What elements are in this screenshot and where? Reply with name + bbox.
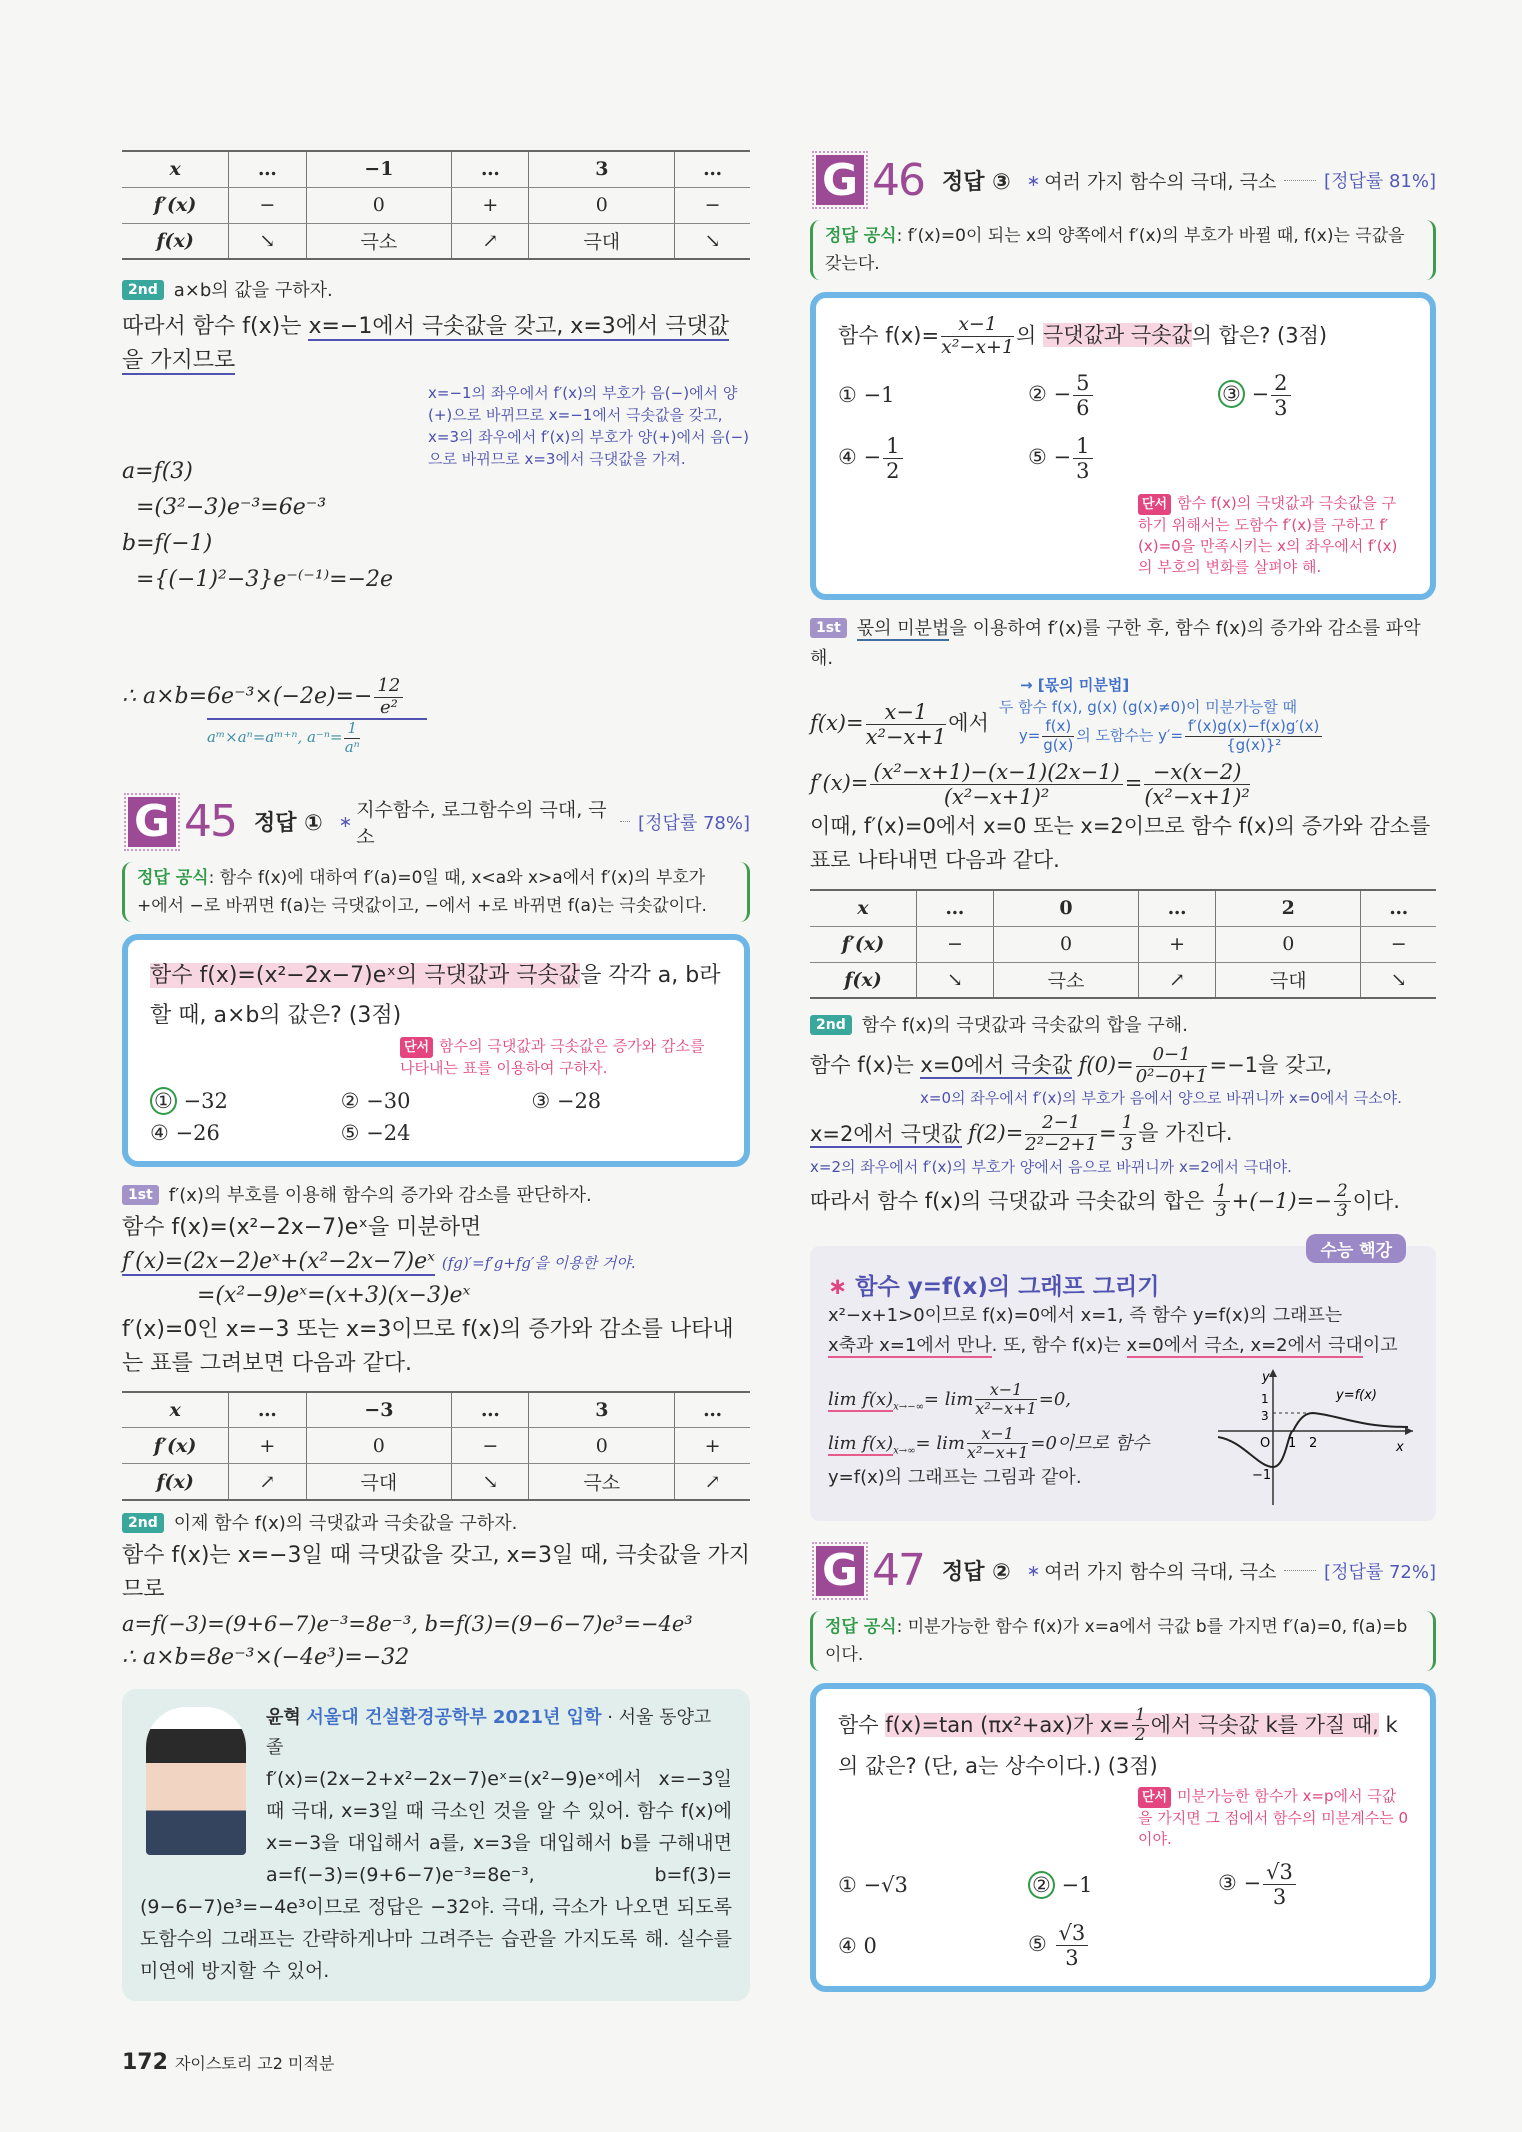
- table-row: [122, 187, 750, 223]
- table-cell: −3: [306, 1392, 452, 1428]
- side-note: x=−1의 좌우에서 f′(x)의 부호가 음(−)에서 양(+)으로 바뀌므로 x=−1에서 극솟값을 갖고, x=3의 좌우에서 f′(x)의 부호가 양(+)에서 음(−)으로 바뀌므로 x=3에서 극댓값을 가져.: [428, 384, 750, 468]
- text: ∴ a×b=8e⁻³×(−4e³)=−32: [122, 1644, 410, 1670]
- table-cell: ↘: [452, 1464, 529, 1500]
- highlight-text: 함수 f(x)=(x²−2x−7)eˣ의 극댓값과 극솟값: [150, 962, 581, 988]
- star-icon: ∗: [1026, 1561, 1041, 1581]
- underlined-text: 몫의 미분법: [856, 618, 950, 640]
- option-2[interactable]: ② −1: [1028, 1873, 1218, 1897]
- derivative: f′(x)= $\frac{\text{(x²−x+1)−(x−1)(2x−1)}}{\text{(x²−x+1)²}}$ = $\frac{-x(x-2)}{\text{(x²−x+1)²}}$: [810, 759, 1250, 809]
- g45-header: [122, 792, 750, 852]
- option-5[interactable]: ⑤ $\frac{√3}{3}$: [1028, 1921, 1218, 1970]
- option-1[interactable]: ① −√3: [838, 1872, 908, 1897]
- text: x²−x+1>0이므로 f(x)=0에서 x=1, 즉 함수 y=f(x)의 그래프는: [828, 1304, 1343, 1326]
- equations: a=f(3) =(3²−3)e⁻³=6e⁻³ b=f(−1) ={(−1)²−3}e⁻⁽⁻¹⁾=−2e: [122, 459, 394, 592]
- g47-formula: 정답 공식: 미분가능한 함수 f(x)가 x=a에서 극값 b를 가지면 f′(a)=0, f(a)=b이다.: [810, 1611, 1436, 1671]
- side-note: (fg)′=f′g+fg′을 이용한 거야.: [441, 1253, 636, 1272]
- variation-table: [122, 1391, 750, 1501]
- step-badge: 2nd: [122, 1513, 164, 1533]
- highlight-text: 극댓값과 극솟값: [1043, 323, 1192, 348]
- g-badge: G: [128, 797, 176, 847]
- g-badge: G: [816, 1546, 864, 1596]
- table-cell: −: [229, 187, 306, 223]
- table-cell: ↘: [916, 962, 993, 998]
- table-row: [122, 1464, 750, 1500]
- table-cell: 극소: [306, 223, 452, 259]
- option-1[interactable]: ① −1: [838, 383, 895, 408]
- table-cell: ↗: [229, 1464, 306, 1500]
- star-icon: ∗: [1026, 170, 1041, 190]
- options: [838, 1860, 1408, 1971]
- step-title: 을 이용하여 f′(x)를 구한 후, 함수 f(x)의 증가와 감소를 파악해.: [810, 618, 1421, 670]
- table-row: [810, 962, 1436, 998]
- accuracy-rate: [정답률 81%]: [1324, 171, 1436, 192]
- table-cell: …: [1361, 890, 1436, 926]
- g46-solution: [810, 614, 1436, 1222]
- tip-title: 함수 y=f(x)의 그래프 그리기: [855, 1273, 1160, 1300]
- text: 이때, f′(x)=0에서 x=0 또는 x=2이므로 함수 f(x)의 증가와 감소를 표로 나타내면 다음과 같다.: [810, 814, 1431, 873]
- conclusion: 따라서 함수 f(x)의 극댓값과 극솟값의 합은 $\frac{1}{3}$ +(−1)=− $\frac{2}{3}$ 이다.: [810, 1180, 1400, 1222]
- clue: 단서 함수 f(x)의 극댓값과 극솟값을 구하기 위해서는 도함수 f′(x)를 구하고 f′(x)=0을 만족시키는 x의 좌우에서 f′(x)의 부호의 변화를 살펴야 해.: [1138, 494, 1398, 577]
- variation-table: [810, 889, 1436, 999]
- top-variation-table: [122, 150, 750, 260]
- problem-number: 47: [872, 1545, 924, 1597]
- table-cell: …: [675, 1392, 750, 1428]
- problem-number: 45: [184, 796, 236, 848]
- table-cell: …: [452, 1392, 529, 1428]
- table-row: [122, 1392, 750, 1428]
- table-cell: 0: [1216, 926, 1361, 962]
- y-axis-arrow: [1269, 1369, 1277, 1377]
- step-title: f′(x)의 부호를 이용해 함수의 증가와 감소를 판단하자.: [168, 1184, 592, 1206]
- g45-formula: 정답 공식: 함수 f(x)에 대하여 f′(a)=0일 때, x<a와 x>a에서 f′(x)의 부호가 +에서 −로 바뀌면 f(a)는 극댓값이고, −에서 +로 바뀌면 f(a)는 극솟값이다.: [122, 862, 750, 922]
- text: 함수 f(x)=(x²−2x−7)eˣ을 미분하면: [122, 1214, 482, 1240]
- table-cell: ↘: [229, 223, 306, 259]
- g46-header: [810, 150, 1436, 210]
- table-cell: x: [122, 151, 229, 187]
- table-cell: …: [229, 1392, 306, 1428]
- origin-label: O: [1260, 1435, 1271, 1451]
- table-cell: 극소: [529, 1464, 675, 1500]
- tick-ymax-den: 3: [1261, 1408, 1269, 1423]
- table-cell: f(x): [122, 223, 229, 259]
- function-graph: [1218, 1367, 1418, 1507]
- graph-tip-box: [810, 1240, 1436, 1521]
- student-comment: f′(x)=(2x−2+x²−2x−7)eˣ=(x²−9)eˣ에서 x=−3일 때 극대, x=3일 때 극소인 것을 알 수 있어. 함수 f(x)에 x=−3을 대입해서 a를, x=3을 대입해서 b를 구해내면 a=f(−3)=(9+6−7)e⁻³=8e⁻³, b=f(3)=(9−6−7)e³=−4e³이므로 정답은 −32야. 극대, 극소가 나오면 되도록 도함수의 그래프는 간략하게나마 그려주는 습관을 가지도록 해. 실수를 미연에 방지할 수 있어.: [140, 1767, 732, 1982]
- table-cell: −: [452, 1428, 529, 1464]
- min-value-line: 함수 f(x)는 x=0에서 극솟값 f(0)= $\frac{0-1}{\text{0²−0+1}}$ =−1을 갖고,: [810, 1044, 1333, 1087]
- step-badge: 2nd: [810, 1015, 852, 1035]
- answer-label: 정답 ①: [254, 811, 323, 837]
- book-title: 자이스토리 고2 미적분: [174, 2054, 335, 2073]
- table-cell: −: [916, 926, 993, 962]
- student-tip-box: [122, 1689, 750, 2001]
- tick-ymax-num: 1: [1261, 1391, 1269, 1406]
- table-cell: 0: [993, 890, 1138, 926]
- limit-2: $\lim f(x)_{x\to\infty}= \lim$ $\frac{x-1}{\text{x²−x+1}}$ =0이므로 함수: [828, 1423, 1150, 1463]
- table-cell: f′(x): [122, 1428, 229, 1464]
- answer-label: 정답 ②: [942, 1560, 1011, 1586]
- star-icon: ∗: [828, 1273, 848, 1300]
- table-cell: 극소: [993, 962, 1138, 998]
- table-cell: 3: [529, 151, 675, 187]
- table-cell: f′(x): [810, 926, 916, 962]
- student-highschool: · 서울 동양고 졸: [266, 1706, 712, 1758]
- side-note: x=2의 좌우에서 f′(x)의 부호가 양에서 음으로 바뀌니까 x=2에서 극대야.: [810, 1157, 1292, 1176]
- g45-solution: [122, 1181, 750, 1675]
- step-badge: 2nd: [122, 280, 164, 300]
- student-photo: [146, 1707, 246, 1855]
- table-cell: 0: [529, 187, 675, 223]
- table-cell: x: [810, 890, 916, 926]
- table-cell: 극대: [529, 223, 675, 259]
- x-label: x: [1396, 1439, 1404, 1455]
- max-value-line: x=2에서 극댓값 f(2)= $\frac{2-1}{\text{2²−2+1}}$ = $\frac{1}{3}$ 을 가진다.: [810, 1112, 1233, 1156]
- quotient-rule-title: → [몫의 미분법]: [1020, 676, 1130, 695]
- text: 함수 f(x)는 x=−3일 때 극댓값을 갖고, x=3일 때, 극솟값을 가지므로: [122, 1542, 750, 1602]
- g46-formula: 정답 공식: f′(x)=0이 되는 x의 양쪽에서 f′(x)의 부호가 바뀔 때, f(x)는 극값을 갖는다.: [810, 220, 1436, 280]
- table-row: [122, 223, 750, 259]
- step-title: 함수 f(x)의 극댓값과 극솟값의 합을 구해.: [861, 1015, 1188, 1037]
- page-number: 172: [122, 2050, 168, 2075]
- table-cell: …: [1139, 890, 1216, 926]
- table-cell: 2: [1216, 890, 1361, 926]
- table-cell: +: [1139, 926, 1216, 962]
- options: [838, 371, 1408, 484]
- step-badge: 1st: [810, 618, 847, 638]
- option-2[interactable]: ② − $\frac{5}{6}$: [1028, 371, 1218, 420]
- table-cell: 0: [993, 926, 1138, 962]
- x-axis-arrow: [1405, 1427, 1413, 1435]
- option-4[interactable]: ④ 0: [838, 1933, 877, 1958]
- table-cell: 극대: [1216, 962, 1361, 998]
- table-cell: −: [675, 187, 750, 223]
- tip-tag: 수능 핵강: [1306, 1234, 1406, 1263]
- table-cell: 3: [529, 1392, 675, 1428]
- table-cell: ↗: [1139, 962, 1216, 998]
- g45-problem-box: [122, 934, 750, 1167]
- side-note: x=0의 좌우에서 f′(x)의 부호가 음에서 양으로 바뀌니까 x=0에서 극소야.: [920, 1089, 1402, 1108]
- table-cell: 0: [306, 1428, 452, 1464]
- step-badge: 1st: [122, 1185, 159, 1205]
- table-cell: f(x): [810, 962, 916, 998]
- table-cell: 0: [529, 1428, 675, 1464]
- step-title: a×b의 값을 구하자.: [173, 280, 333, 301]
- accuracy-rate: [정답률 72%]: [1324, 1561, 1436, 1583]
- table-cell: f(x): [122, 1464, 229, 1500]
- table-cell: …: [452, 151, 529, 187]
- tick-2: 2: [1309, 1435, 1318, 1451]
- table-cell: 0: [306, 187, 452, 223]
- clue: 단서 미분가능한 함수가 x=p에서 극값을 가지면 그 점에서 함수의 미분계수는 0이야.: [1138, 1786, 1408, 1848]
- step-title: 이제 함수 f(x)의 극댓값과 극솟값을 구하자.: [173, 1512, 518, 1534]
- g-badge: G: [816, 155, 864, 205]
- text: y=f(x)의 그래프는 그림과 같아.: [828, 1466, 1082, 1488]
- table-cell: ↗: [675, 1464, 750, 1500]
- option-3[interactable]: ③ − $\frac{√3}{3}$: [1218, 1860, 1408, 1909]
- text: f′(x)=0인 x=−3 또는 x=3이므로 f(x)의 증가와 감소를 나타내는 표를 그려보면 다음과 같다.: [122, 1316, 734, 1376]
- answer-label: 정답 ③: [942, 169, 1011, 195]
- student-school: 서울대 건설환경공학부 2021년 입학: [306, 1706, 602, 1728]
- g47-header: [810, 1541, 1436, 1601]
- text: x축과 x=1에서 만나. 또, 함수 f(x)는 x=0에서 극소, x=2에서 극대이고: [828, 1334, 1398, 1356]
- derivative: f′(x)=(2x−2)eˣ+(x²−2x−7)eˣ: [122, 1248, 435, 1274]
- tick-1: 1: [1288, 1435, 1297, 1451]
- tick-ymin: −1: [1252, 1467, 1272, 1483]
- text: =(x²−9)eˣ=(x+3)(x−3)eˣ: [197, 1282, 471, 1308]
- problem-text: 을 각각 a, b라 할 때, a×b의 값은? (3점): [150, 962, 721, 1028]
- topic: 여러 가지 함수의 극대, 극소: [1044, 170, 1277, 193]
- star-icon: ∗: [338, 812, 353, 832]
- table-row: [122, 1428, 750, 1464]
- table-cell: −: [1361, 926, 1436, 962]
- table-cell: f′(x): [122, 187, 229, 223]
- option-3[interactable]: ③ −28: [531, 1088, 602, 1113]
- topic: 여러 가지 함수의 극대, 극소: [1044, 1561, 1277, 1584]
- option-4[interactable]: ④ −26: [150, 1120, 220, 1145]
- problem-number: 46: [872, 154, 924, 206]
- option-4[interactable]: ④ − $\frac{1}{2}$: [838, 434, 1028, 483]
- accuracy-rate: [정답률 78%]: [638, 812, 750, 834]
- final-result: ∴ a×b=6e⁻³×(−2e)=− $\frac{12}{\text{e²}}$: [122, 676, 750, 718]
- table-row: [810, 890, 1436, 926]
- curve-label: y=f(x): [1336, 1387, 1377, 1403]
- g44-step2: [122, 276, 750, 756]
- option-5[interactable]: ⑤ −24: [340, 1120, 411, 1145]
- table-cell: +: [675, 1428, 750, 1464]
- table-cell: …: [229, 151, 306, 187]
- table-cell: …: [675, 151, 750, 187]
- topic: 지수함수, 로그함수의 극대, 극소: [356, 798, 607, 848]
- table-cell: +: [452, 187, 529, 223]
- option-3[interactable]: ③ − $\frac{2}{3}$: [1218, 371, 1408, 420]
- table-cell: ↗: [452, 223, 529, 259]
- table-cell: x: [122, 1392, 229, 1428]
- quotient-rule: 두 함수 f(x), g(x) (g(x)≠0)이 미분가능할 때 y= $\frac{f(x)}{g(x)}$ 의 도함수는 y′= $\frac{f'(x)g(x)-f(x)g'(x)}{\text{\{g(x)\}²}}$: [999, 696, 1436, 754]
- option-2[interactable]: ② −30: [340, 1088, 411, 1113]
- table-cell: ↘: [1361, 962, 1436, 998]
- g47-problem-box: 함수 f(x)=tan (πx²+ax)가 x= $\frac{1}{2}$ 에서 극솟값 k를 가질 때, k의 값은? (단, a는 상수이다.) (3점) 단서 미분가능한 함수가 x=p에서 극값을 가지면 그 점에서 함수의 미분계수는 0이야. ① −√3 ② −1 ③ − $\frac{√3}{3}$ ④ 0 ⑤ $\frac{√3}{3}$: [810, 1683, 1436, 1993]
- footer: [122, 2050, 334, 2075]
- option-1[interactable]: ① −32: [150, 1089, 341, 1113]
- student-name: 윤혁: [266, 1706, 301, 1728]
- options: [150, 1089, 722, 1145]
- option-5[interactable]: ⑤ − $\frac{1}{3}$: [1028, 434, 1218, 483]
- table-cell: …: [916, 890, 993, 926]
- text: a=f(−3)=(9+6−7)e⁻³=8e⁻³, b=f(3)=(9−6−7)e³=−4e³: [122, 1611, 693, 1636]
- table-row: [810, 926, 1436, 962]
- table-cell: −1: [306, 151, 452, 187]
- table-row: [122, 151, 750, 187]
- left-column: [122, 150, 750, 2001]
- underlined-text: x=−1에서 극솟값을 갖고, x=3에서 극댓값을 가지므로: [122, 314, 730, 373]
- limit-1: $\lim f(x)_{x\to-\infty}= \lim$ $\frac{x-1}{\text{x²−x+1}}$ =0,: [828, 1380, 1072, 1419]
- clue: 단서 함수의 극댓값과 극솟값은 증가와 감소를 나타내는 표를 이용하여 구하자.: [400, 1036, 705, 1077]
- right-column: [810, 150, 1436, 1992]
- table-cell: ↘: [675, 223, 750, 259]
- table-cell: +: [229, 1428, 306, 1464]
- g46-problem-box: 함수 f(x)= $\frac{x-1}{\text{x²−x+1}}$ 의 극댓값과 극솟값의 합은? (3점) ① −1 ② − $\frac{5}{6}$ ③ − $\frac{2}{3}$ ④ − $\frac{1}{2}$ ⑤ − $\frac{1}{3}$ 단서 함수 f(x)의 극댓값과 극솟값을 구하기 위해서는 도함수 f′(x)를 구하고 f′(x)=0을 만족시키는 x의 좌우에서 f′(x)의 부호의 변화를 살펴야 해.: [810, 292, 1436, 600]
- text: 따라서 함수 f(x)는: [122, 314, 309, 339]
- table-cell: 극대: [306, 1464, 452, 1500]
- equation: f(x)= $\frac{x-1}{\text{x²−x+1}}$ 에서: [810, 700, 989, 750]
- exponent-note: aᵐ×aⁿ=aᵐ⁺ⁿ, a⁻ⁿ= $\frac{1}{\text{aⁿ}}$: [207, 719, 360, 756]
- y-label: y: [1262, 1369, 1270, 1385]
